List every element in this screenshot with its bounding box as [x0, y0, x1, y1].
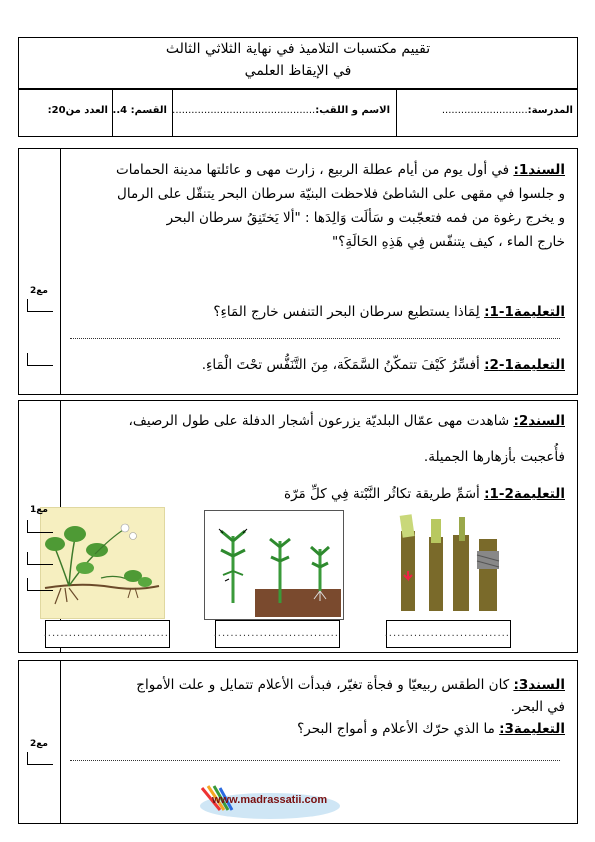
- section1-score-label: مع2: [30, 286, 48, 296]
- answer-box[interactable]: ..............................: [215, 620, 340, 648]
- doc3-text-line: كان الطقس ربيعيّا و فجأة تغيّر، فبدأت الأعلام تتمايل و علت الأمواج: [136, 677, 514, 693]
- doc3-text-line: في البحر.: [510, 699, 565, 715]
- cutting-plant-icon: [205, 511, 343, 619]
- section2-document: [45, 409, 565, 469]
- section3-document: [45, 674, 565, 740]
- answer-box[interactable]: ..............................: [45, 620, 170, 648]
- section2-score-label: مع1: [30, 505, 48, 515]
- class-field: القسم: 4..: [112, 105, 167, 116]
- q2-1-text: أسَمِّ طريقة تكاثُر النَّبْتة فِي كلِّ مَرّة: [284, 486, 485, 502]
- doc1-text-line: خارج الماء ، كيف يتنفّس فِي هَذِهِ الحَالَةِ؟": [331, 234, 565, 250]
- section3-score-label: مع2: [30, 739, 48, 749]
- cutting-image: [204, 510, 344, 620]
- doc2-text-line: فأُعجبت بأزهارها الجميلة.: [423, 449, 565, 465]
- score-mark[interactable]: [27, 578, 53, 591]
- strawberry-runner-image: [40, 507, 165, 619]
- header-divider: [396, 89, 397, 137]
- doc3-label: السند3:: [513, 677, 565, 693]
- q3-label: التعليمة3:: [499, 721, 565, 737]
- section1-document: [45, 158, 565, 254]
- grafting-plant-icon: [387, 511, 505, 619]
- watermark-url[interactable]: www.madrassatii.com: [212, 794, 328, 806]
- school-label: المدرسة:: [527, 105, 573, 116]
- doc1-text-line: و يخرج رغوة من فمه فتعجّبت و سَألَت وَالِدَها : "ألا يَختَنِقُ سرطان البحر: [166, 210, 565, 226]
- answer-box[interactable]: ..............................: [386, 620, 511, 648]
- question-1-2: [45, 353, 565, 377]
- school-field: [442, 105, 573, 116]
- q1-2-text: أفسِّرُ كَيْفَ تتمكّنُ السَّمَكَة، مِنَ التَّنَفُّس تحْتَ الْمَاءِ.: [201, 357, 485, 373]
- doc2-text-line: شاهدت مهى عمّال البلديّة يزرعون أشجار الدفلة على طول الرصيف،: [128, 413, 514, 429]
- answer-line[interactable]: [70, 760, 560, 761]
- school-dots: ...........................: [441, 105, 528, 116]
- score-mark[interactable]: [27, 752, 53, 765]
- answer-line[interactable]: [70, 338, 560, 339]
- q2-1-label: التعليمة2-1:: [484, 486, 565, 502]
- grafting-image: [386, 510, 506, 620]
- madrassatii-logo: [180, 780, 360, 822]
- page-subtitle: في الإيقاظ العلمي: [244, 63, 352, 79]
- score-mark[interactable]: [27, 552, 53, 565]
- doc2-label: السند2:: [513, 413, 565, 429]
- q1-1-label: التعليمة1-1:: [484, 304, 565, 320]
- q3-text: ما الذي حرّك الأعلام و أمواج البحر؟: [297, 721, 500, 737]
- question-1-1: [45, 300, 565, 324]
- doc1-label: السند1:: [513, 162, 565, 178]
- name-field: [172, 105, 390, 116]
- doc1-text-line: و جلسوا في مقهى على الشاطئ فلاحظت البنيّة سرطان البحر يتنقّل على الرمال: [117, 186, 565, 202]
- name-label: الاسم و اللقب:: [315, 105, 390, 116]
- q1-1-text: لِمَاذا يستطيع سرطان البحر التنفس خارج المَاءِ؟: [213, 304, 485, 320]
- grade-field: العدد من20:: [47, 105, 108, 116]
- score-mark[interactable]: [27, 520, 53, 533]
- doc1-text-line: في أول يوم من أيام عطلة الربيع ، زارت مهى و عائلتها مدينة الحمامات: [116, 162, 514, 178]
- name-dots: .............................................: [172, 105, 316, 116]
- page-title: تقييم مكتسبات التلاميذ في نهاية الثلاثي الثالث: [165, 41, 431, 57]
- q1-2-label: التعليمة1-2:: [484, 357, 565, 373]
- question-2-1: [45, 482, 565, 506]
- score-mark[interactable]: [27, 353, 53, 366]
- score-mark[interactable]: [27, 299, 53, 312]
- strawberry-plant-icon: [41, 508, 164, 618]
